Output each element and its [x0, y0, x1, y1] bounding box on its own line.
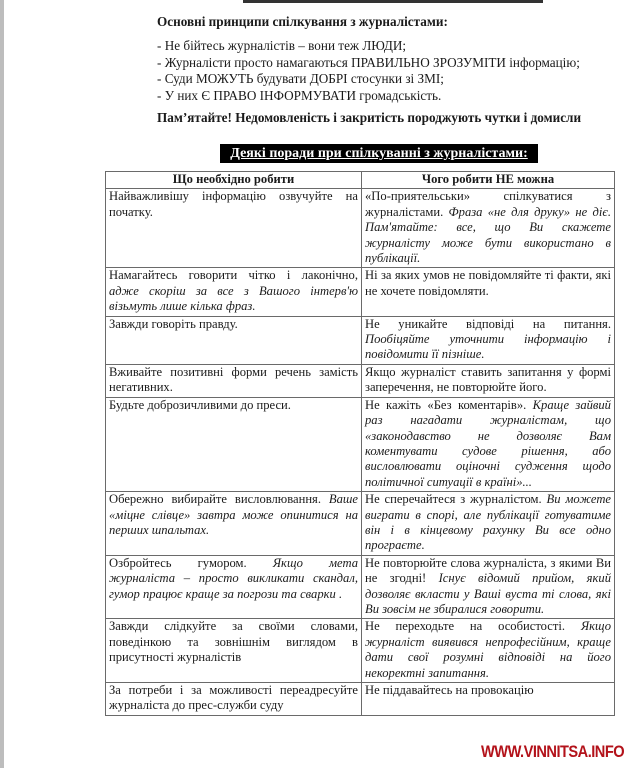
- table-row: [106, 492, 615, 556]
- dont-cell-text: «По-приятельськи» спілкуватися з журналістами.: [365, 189, 611, 219]
- do-cell-text: Вживайте позитивні форми речень замість негативних.: [109, 364, 358, 395]
- table-row: [106, 189, 615, 268]
- dont-cell: [362, 619, 615, 683]
- table-row: [106, 619, 615, 683]
- table-row: [106, 268, 615, 316]
- dont-cell-italic-text: Фраза «не для друку» не діє. Пам'ятайте: все, що Ви скажете журналісту може бути використано в публікації.: [365, 204, 611, 266]
- dont-cell: [362, 397, 615, 491]
- do-cell-text: За потреби і за можливості переадресуйте журналіста до прес-служби суду: [109, 683, 358, 713]
- do-cell-italic-text: Ваше «міцне слівце» завтра може опинитися на перших шпальтах.: [109, 492, 358, 537]
- dont-cell-italic-text: Пообіцяйте уточнити інформацію і повідомити її пізніше.: [365, 332, 611, 362]
- dont-cell: [362, 189, 615, 268]
- dont-cell-text: Не уникайте відповіді на питання.: [365, 316, 611, 331]
- dont-cell-text: Не сперечайтеся з журналістом.: [365, 492, 542, 507]
- tips-table: [105, 171, 615, 716]
- page-left-edge: [0, 0, 4, 768]
- header-dont: Чого робити НЕ можна: [362, 172, 615, 189]
- dont-cell: [362, 268, 615, 316]
- do-cell-text: Будьте доброзичливими до преси.: [109, 397, 291, 412]
- dont-cell: [362, 364, 615, 397]
- do-cell-text: Намагайтесь говорити чітко і лаконічно,: [109, 268, 358, 283]
- dont-cell: [362, 555, 615, 619]
- dont-cell-text: Не переходьте на особистості.: [365, 619, 566, 634]
- dont-cell-text: Не піддавайтесь на провокацію: [365, 683, 534, 697]
- dont-cell-text: Не повторюйте слова журналіста, з якими Ви не згодні!: [365, 555, 611, 586]
- do-cell-text: Завжди слідкуйте за своїми словами, поведінкою та зовнішнім виглядом в присутності журналістів: [109, 619, 358, 665]
- do-cell-text: Найважливішу інформацію озвучуйте на початку.: [109, 189, 358, 219]
- dont-cell-italic-text: Краще зайвий раз нагадати журналістам, що «законодавство не дозволяє Вам коментувати судове рішення, або висловлювати оціночні судження щодо політичної ситуації в країні»...: [365, 397, 611, 489]
- site-watermark: WWW.VINNITSA.INFO: [481, 742, 625, 761]
- do-cell: [106, 189, 362, 268]
- table-row: [106, 316, 615, 364]
- do-cell: [106, 683, 362, 716]
- do-cell: [106, 316, 362, 364]
- table-row: [106, 397, 615, 491]
- principle-item: - Не бійтесь журналістів – вони теж ЛЮДИ;: [157, 38, 407, 53]
- dont-cell-text: Не кажіть «Без коментарів».: [365, 397, 527, 412]
- table-row: [106, 683, 615, 716]
- dont-cell: [362, 683, 615, 716]
- dont-cell-text: Якщо журналіст ставить запитання у формі заперечення, не повторюйте його.: [365, 364, 611, 395]
- principles-heading: Основні принципи спілкування з журналістами:: [157, 14, 448, 29]
- dont-cell-text: Ні за яких умов не повідомляйте ті факти, які не хочете повідомляти.: [365, 268, 611, 298]
- remember-note: Пам’ятайте! Недомовленість і закритість породжують чутки і домисли: [157, 110, 582, 125]
- principle-item: - У них Є ПРАВО ІНФОРМУВАТИ громадськість.: [157, 87, 442, 103]
- dont-cell-italic-text: Існує відомий прийом, який дозволяє вкласти у Ваші вуста ті слова, які Ви зовсім не збиралися говорити.: [365, 571, 611, 616]
- dont-cell-italic-text: Якщо журналіст виявився непрофесійним, краще дати свої розумні відповіді на його некоректні запитання.: [365, 619, 611, 680]
- dont-cell: [362, 316, 615, 364]
- do-cell-text: Озбройтесь гумором.: [109, 555, 247, 570]
- do-cell: [106, 619, 362, 683]
- table-row: [106, 555, 615, 619]
- table-row: [106, 364, 615, 397]
- do-cell: [106, 492, 362, 556]
- cut-off-underline: [243, 0, 543, 3]
- do-cell: [106, 364, 362, 397]
- dont-cell: [362, 492, 615, 556]
- do-cell: [106, 397, 362, 491]
- do-cell-text: Завжди говоріть правду.: [109, 316, 238, 331]
- principles-list: [157, 38, 580, 104]
- do-cell-italic-text: Якщо мета журналіста – просто викликати скандал, гумор працює краще за погрози та сварки .: [109, 555, 359, 601]
- dont-cell-italic-text: Ви можете виграти в спорі, але публікації готуватиме він і в кінцевому рахунку Ви все одно програєте.: [365, 492, 611, 553]
- do-cell: [106, 268, 362, 316]
- do-cell-italic-text: адже скоріш за все з Вашого інтерв'ю візьмуть лише кілька фраз.: [109, 283, 358, 314]
- tips-heading: Деякі поради при спілкуванні з журналістами:: [220, 144, 538, 163]
- do-cell-text: Обережно вибирайте висловлювання.: [109, 492, 321, 507]
- header-do: Що необхідно робити: [106, 172, 362, 189]
- principle-item: - Журналісти просто намагаються ПРАВИЛЬНО ЗРОЗУМІТИ інформацію;: [157, 54, 580, 70]
- table-header-row: [106, 172, 615, 189]
- principle-item: - Суди МОЖУТЬ будувати ДОБРІ стосунки зі ЗМІ;: [157, 71, 444, 86]
- do-cell: [106, 555, 362, 619]
